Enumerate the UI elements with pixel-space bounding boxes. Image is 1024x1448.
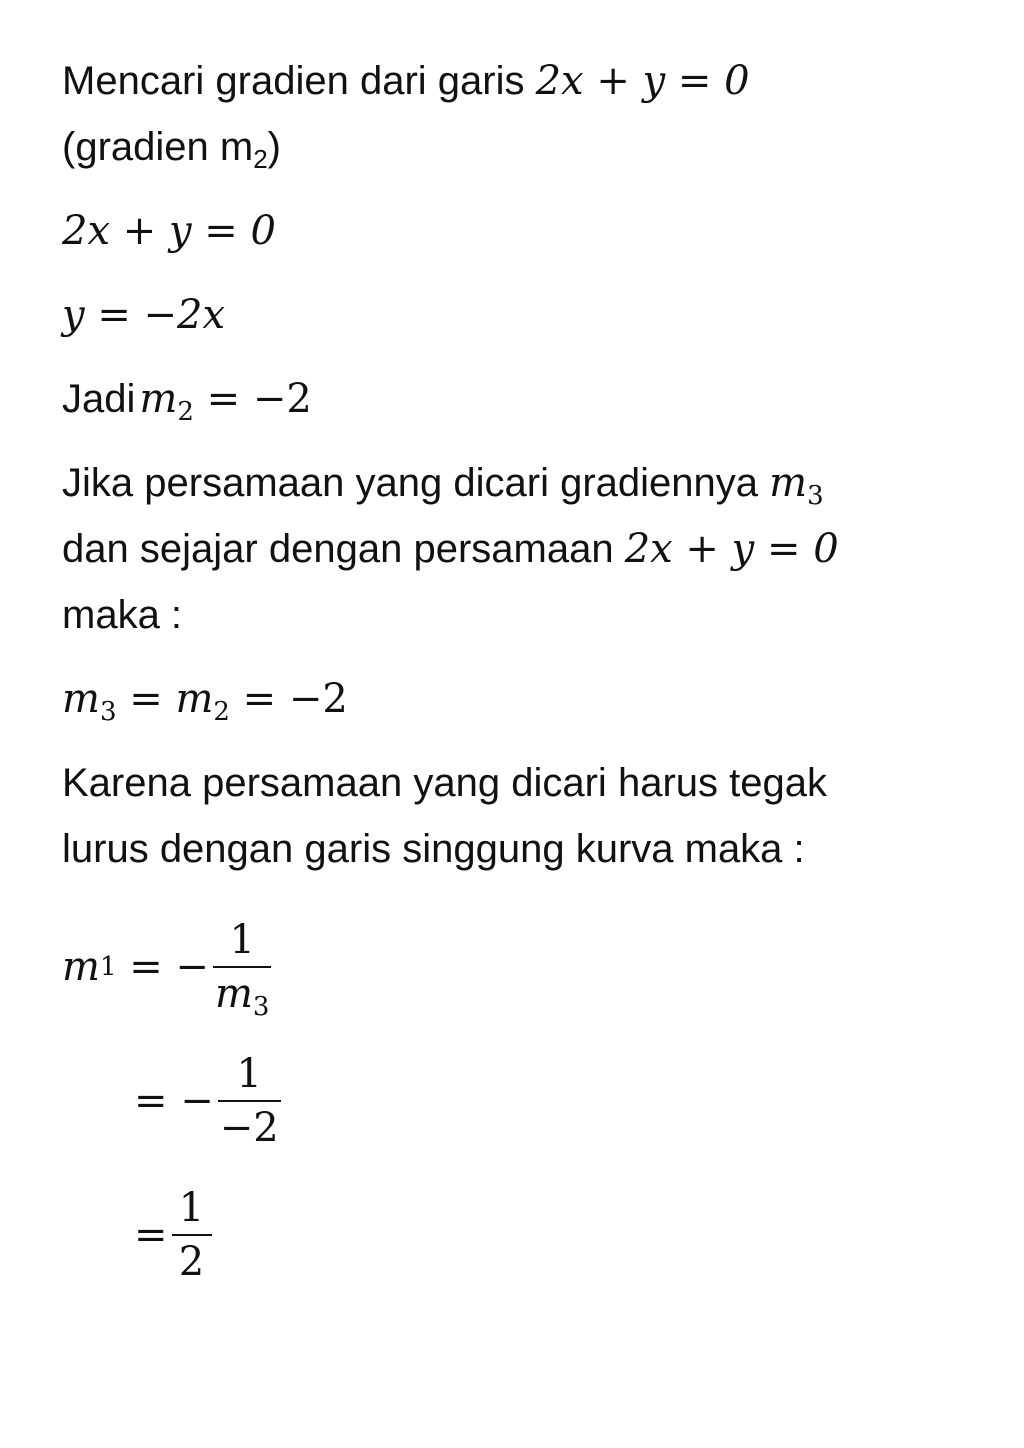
word: dicari [511, 761, 607, 805]
fraction-equation-row [62, 1034, 962, 1168]
paragraph-jika-persamaan [62, 450, 962, 648]
numerator: 1 [229, 917, 255, 963]
variable-m: m [139, 376, 178, 422]
word: gradiennya [560, 461, 759, 505]
text-jadi: Jadi [62, 377, 136, 421]
equation-line: 2x + y = 0 [62, 208, 276, 254]
subscript: 3 [252, 992, 270, 1022]
fraction-equation-row: m 1 = − $\frac{1}{m_3}$ [62, 900, 962, 1034]
variable-m: m [769, 460, 808, 506]
equals: = [134, 1212, 168, 1258]
fraction [218, 1048, 281, 1154]
word: tegak [729, 761, 827, 805]
paragraph-line [62, 114, 962, 180]
word: persamaan [413, 527, 614, 571]
paragraph-karena [62, 750, 962, 882]
word: dan [62, 527, 129, 571]
variable-m: m [214, 971, 253, 1017]
numerator: 1 [178, 1185, 205, 1231]
equation-rest: = −2 [229, 676, 348, 722]
subscript: 2 [253, 144, 268, 174]
word: garis [437, 59, 525, 103]
equals-minus: = − [116, 944, 209, 990]
denominator: −2 [219, 1105, 279, 1151]
text-closing-paren: ) [267, 125, 281, 169]
paragraph-mencari-gradien [62, 48, 962, 180]
subscript: 2 [213, 697, 230, 727]
subscript: 3 [99, 697, 117, 727]
paragraph-line [62, 450, 962, 516]
paragraph-line [62, 750, 962, 816]
word: harus [617, 761, 719, 805]
paragraph-line: lurus dengan garis singgung kurva maka : [62, 827, 805, 871]
inline-equation [769, 460, 824, 511]
denominator: 2 [178, 1239, 205, 1285]
document-page [62, 48, 962, 1302]
word: Karena [62, 761, 191, 805]
word: sejajar [139, 527, 258, 571]
variable-m: m [175, 676, 214, 722]
subscript: 3 [807, 481, 824, 511]
variable-m: m [62, 944, 100, 990]
equation-rest: = −2 [193, 376, 312, 422]
word: persamaan [202, 761, 403, 805]
word: dari [359, 59, 427, 103]
fraction-equation-row [62, 1168, 962, 1302]
word: gradien [215, 59, 349, 103]
result-line [62, 366, 962, 432]
paragraph-line [62, 48, 962, 114]
fraction [172, 1182, 212, 1288]
equation-line [62, 666, 962, 732]
word: Jika [62, 461, 134, 505]
numerator: 1 [236, 1051, 262, 1097]
word: persamaan [144, 461, 345, 505]
inline-equation [139, 376, 312, 427]
paragraph-line [62, 516, 962, 582]
variable-m: m [62, 676, 100, 722]
paragraph-line: maka : [62, 593, 183, 637]
equation-line: y = −2x [62, 292, 226, 338]
word: dicari [453, 461, 549, 505]
fraction [213, 914, 271, 1020]
denominator [213, 968, 271, 1020]
inline-equation: 2x + y = 0 [535, 58, 750, 104]
equals-minus: = − [134, 1078, 214, 1124]
word: yang [413, 761, 501, 805]
equals: = [116, 676, 176, 722]
subscript: 2 [177, 397, 194, 427]
word: yang [355, 461, 443, 505]
text-gradien-label: (gradien m [62, 125, 254, 169]
word: dengan [268, 527, 403, 571]
word: Mencari [62, 59, 205, 103]
inline-equation: 2x + y = 0 [624, 526, 839, 572]
